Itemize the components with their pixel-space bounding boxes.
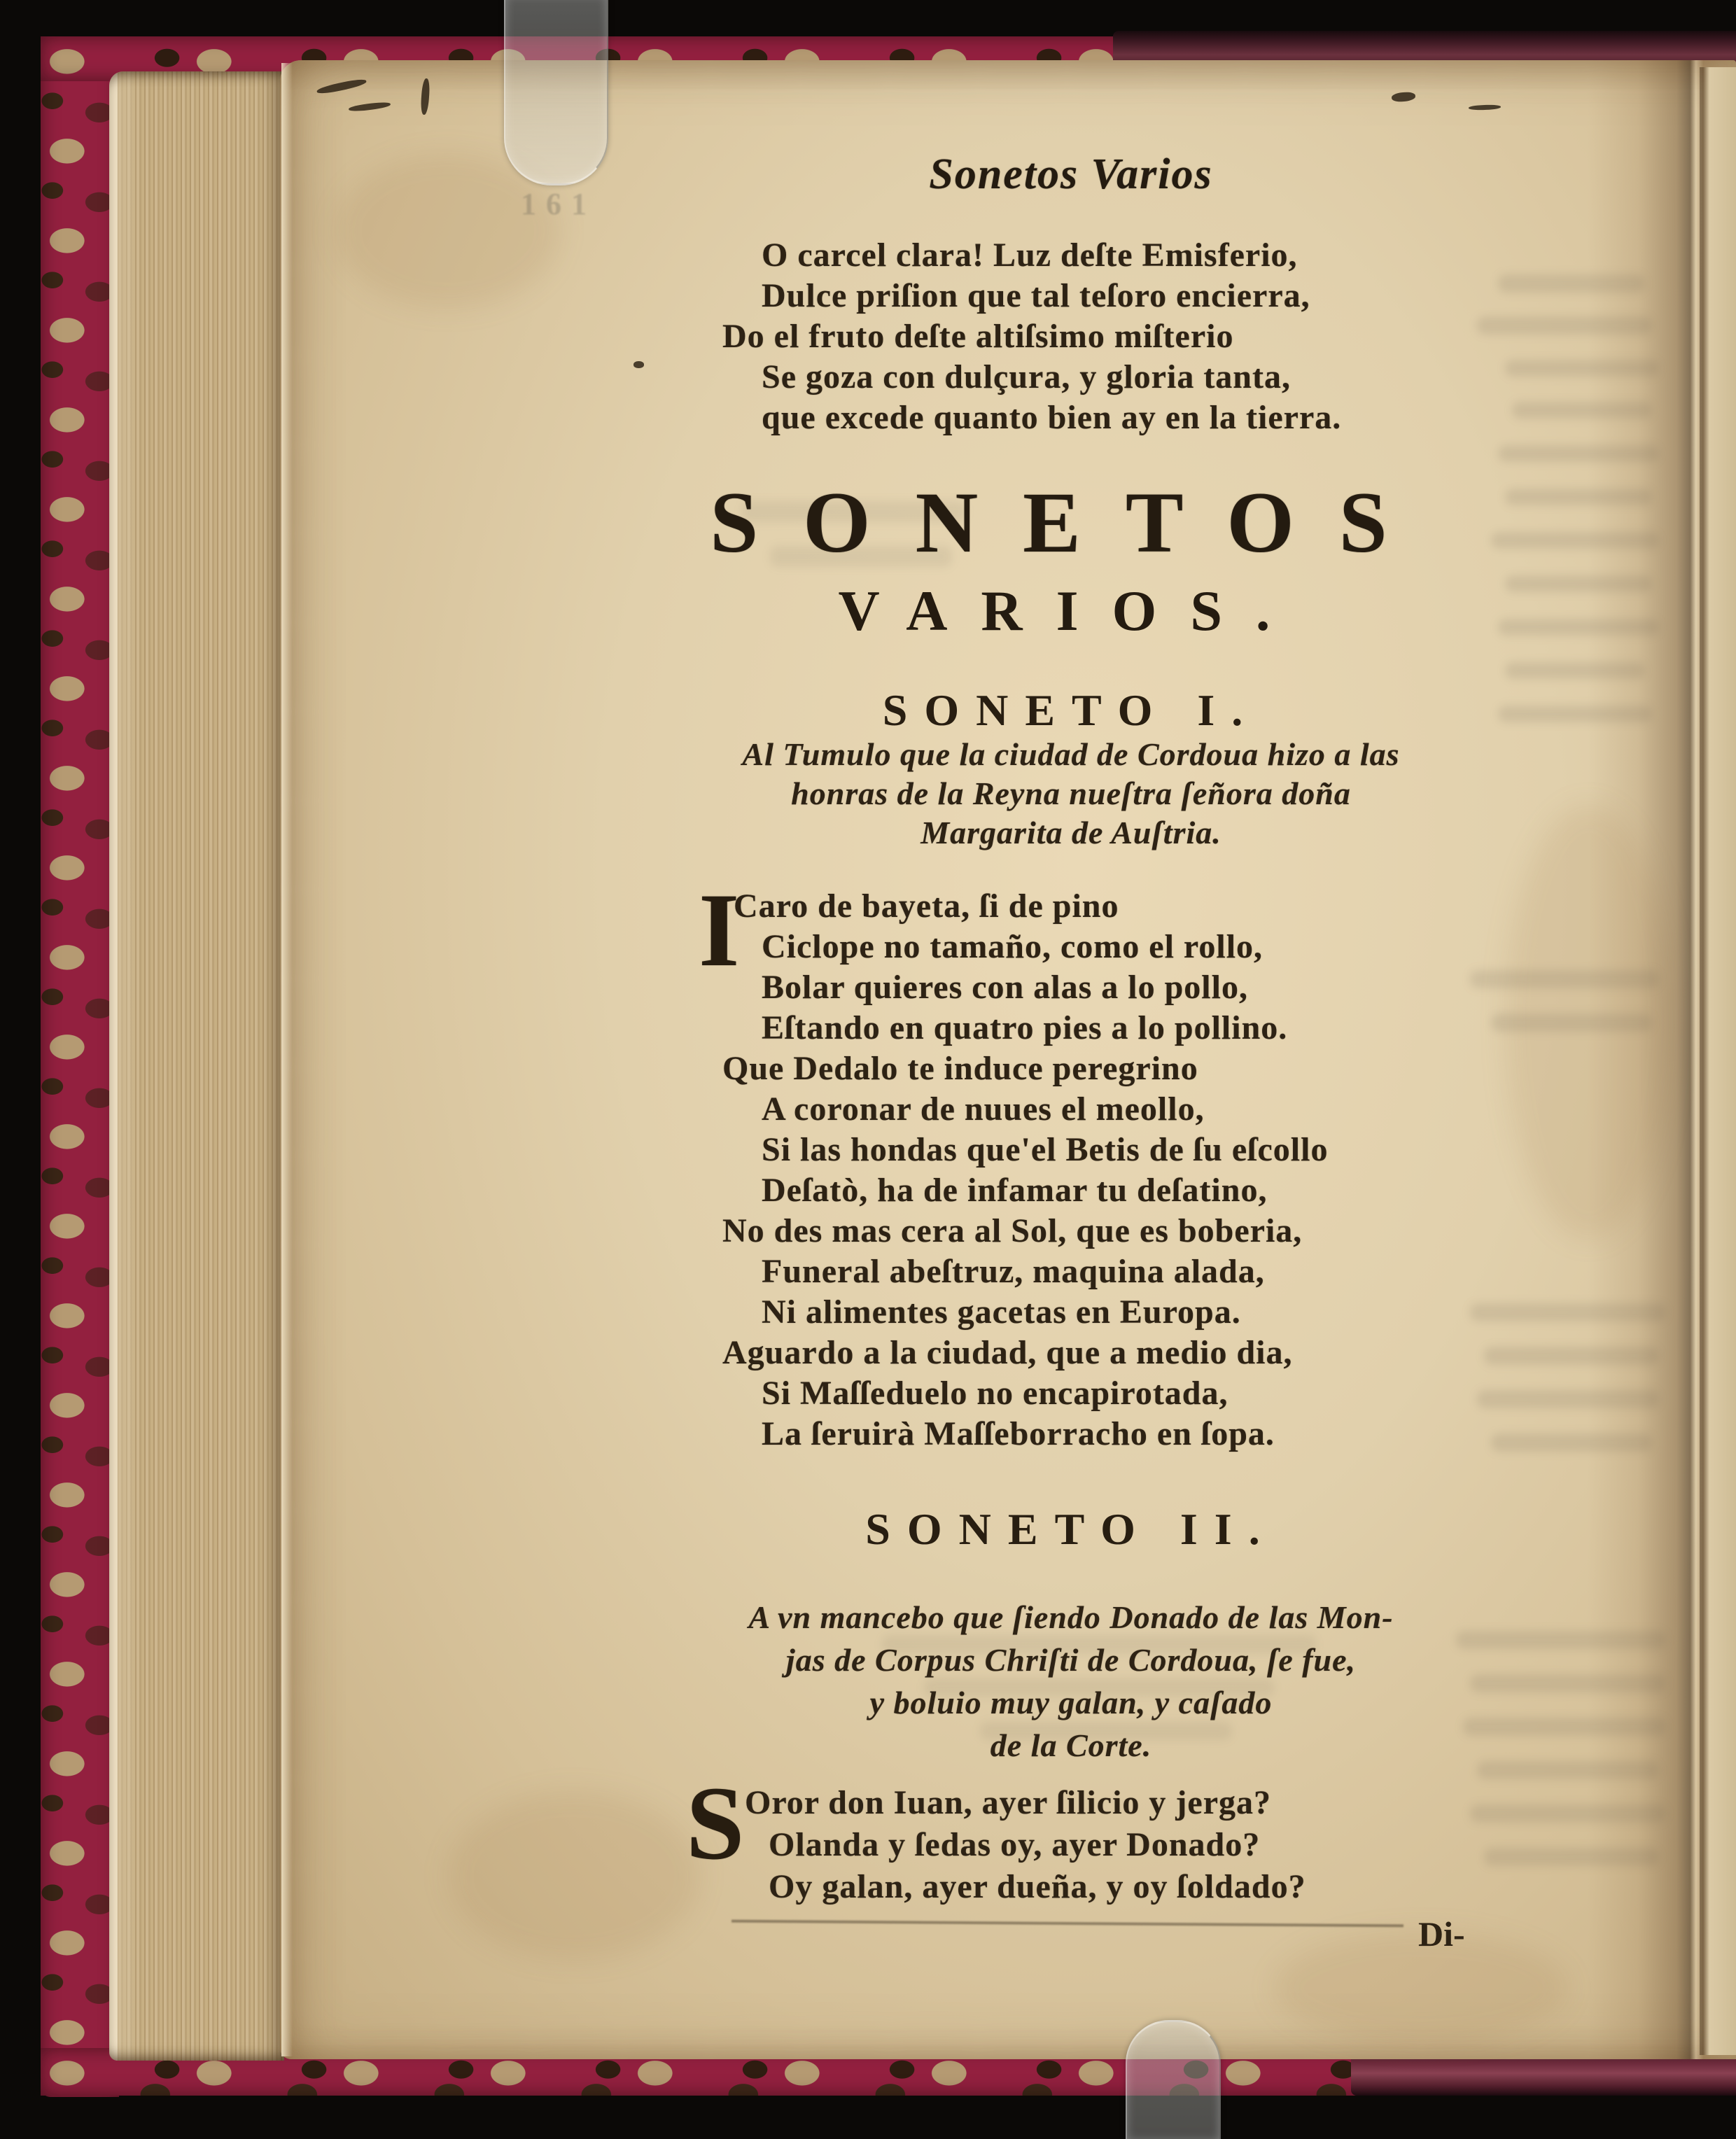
dedication-line: de la Corte. — [990, 1727, 1152, 1763]
poem-line: A coronar de nuues el meollo, — [762, 1090, 1205, 1128]
poem-line: Si Maſſeduelo no encapirotada, — [762, 1375, 1228, 1412]
poem-line: Que Dedalo te induce peregrino — [722, 1050, 1198, 1087]
bleedthrough-smudge — [1498, 619, 1659, 636]
poem-line: O carcel clara! Luz deſte Emisferio, — [762, 237, 1298, 274]
dedication-line: A vn mancebo que ſiendo Donado de las Mon- — [748, 1599, 1394, 1635]
soneto2-body — [686, 1765, 1436, 1908]
faint-page-number: 161 — [521, 187, 596, 221]
bleedthrough-smudge — [1498, 274, 1645, 293]
poem-line: Se goza con dulçura, y gloria tanta, — [762, 358, 1291, 395]
poem-line: Do el fruto deſte altiſsimo miſterio — [722, 318, 1234, 355]
poem-line: Bolar quieres con alas a lo pollo, — [762, 969, 1248, 1006]
soneto2-heading: SONETO II. — [865, 1504, 1277, 1554]
bleedthrough-smudge — [1470, 1674, 1666, 1692]
poem-line: Si las hondas que'el Betis de ſu eſcollo — [762, 1131, 1329, 1168]
dedication-line: y boluio muy galan, y caſado — [869, 1685, 1273, 1720]
bleedthrough-smudge — [1491, 1014, 1652, 1032]
poem-line-text: Caro de bayeta, ſi de pino — [734, 888, 1119, 925]
dedication-line: jas de Corpus Chriſti de Cordoua, ſe fue, — [785, 1642, 1357, 1678]
paper-stain — [448, 1792, 700, 1960]
bleedthrough-smudge — [1491, 1433, 1652, 1452]
bleedthrough-smudge — [1456, 1631, 1666, 1649]
poem-line: Ciclope no tamaño, como el rollo, — [762, 928, 1264, 965]
bleedthrough-smudge — [1463, 1718, 1666, 1736]
dedication-line: honras de la Reyna nueſtra ſeñora doña — [791, 776, 1351, 811]
bleedthrough-smudge — [1470, 1303, 1666, 1321]
poem-line-text: Oror don Iuan, ayer ſilicio y jerga? — [745, 1784, 1271, 1821]
section-title-line2: VARIOS. — [838, 579, 1304, 643]
bleedthrough-smudge — [1477, 316, 1652, 335]
running-header: Sonetos Varios — [929, 150, 1213, 198]
bleedthrough-smudge — [1484, 1848, 1659, 1866]
bleedthrough-smudge — [1505, 360, 1659, 377]
bleedthrough-smudge — [1498, 445, 1659, 462]
bleedthrough-smudge — [1505, 662, 1645, 679]
poem-line: Olanda y ſedas oy, ayer Donado? — [769, 1826, 1261, 1863]
bleedthrough-smudge — [1470, 970, 1659, 988]
poem-line: que excede quanto bien ay en la tierra. — [762, 399, 1342, 436]
bleedthrough-smudge — [1498, 706, 1652, 722]
page-left-edge-highlight — [281, 63, 293, 2056]
page-stack-fore-edge — [109, 71, 284, 2061]
soneto2-dedication — [707, 1596, 1435, 1767]
poem-line: Oy galan, ayer dueña, y oy ſoldado? — [769, 1868, 1306, 1905]
sonnet-fragment — [722, 235, 1429, 438]
bleedthrough-smudge — [1484, 1347, 1659, 1365]
dedication-line: Al Tumulo que la ciudad de Cordoua hizo a las — [742, 736, 1400, 772]
poem-line: Ni alimentes gacetas en Europa. — [762, 1293, 1241, 1331]
poem-line: Aguardo a la ciudad, que a medio dia, — [722, 1334, 1293, 1371]
soneto1-heading: SONETO I. — [882, 685, 1260, 735]
bleedthrough-smudge — [1505, 489, 1652, 505]
bleedthrough-smudge — [1505, 575, 1652, 592]
mounting-clip-bottom — [1126, 2020, 1221, 2139]
poem-line: No des mas cera al Sol, que es boberia, — [722, 1212, 1303, 1249]
poem-line: Deſatò, ha de infamar tu deſatino, — [762, 1172, 1268, 1209]
ink-mark — [634, 361, 644, 368]
soneto1-body — [699, 872, 1429, 1454]
poem-line: Eſtando en quatro pies a lo pollino. — [762, 1009, 1288, 1046]
bleedthrough-smudge — [1477, 1761, 1659, 1779]
poem-line: La ſeruirà Maſſeborracho en ſopa. — [762, 1415, 1275, 1452]
bleedthrough-smudge — [1512, 402, 1652, 419]
bleedthrough-smudge — [1491, 532, 1659, 549]
section-title-line1: SONETOS — [710, 475, 1432, 570]
dropcap-initial: I — [699, 872, 741, 988]
poem-line: Dulce priſion que tal teſoro encierra, — [762, 277, 1310, 314]
bleedthrough-smudge — [1477, 1390, 1659, 1408]
dropcap-initial: S — [686, 1765, 746, 1881]
poem-line: Funeral abeſtruz, maquina alada, — [762, 1253, 1265, 1290]
dedication-line: Margarita de Auſtria. — [920, 815, 1222, 850]
catchword: Di- — [1418, 1914, 1465, 1954]
soneto1-dedication — [707, 735, 1435, 853]
mounting-clip-top — [504, 0, 608, 185]
facing-page-edge — [1700, 67, 1736, 2055]
marbled-cover-left-edge — [41, 36, 119, 2097]
bleedthrough-smudge — [1470, 1804, 1666, 1823]
